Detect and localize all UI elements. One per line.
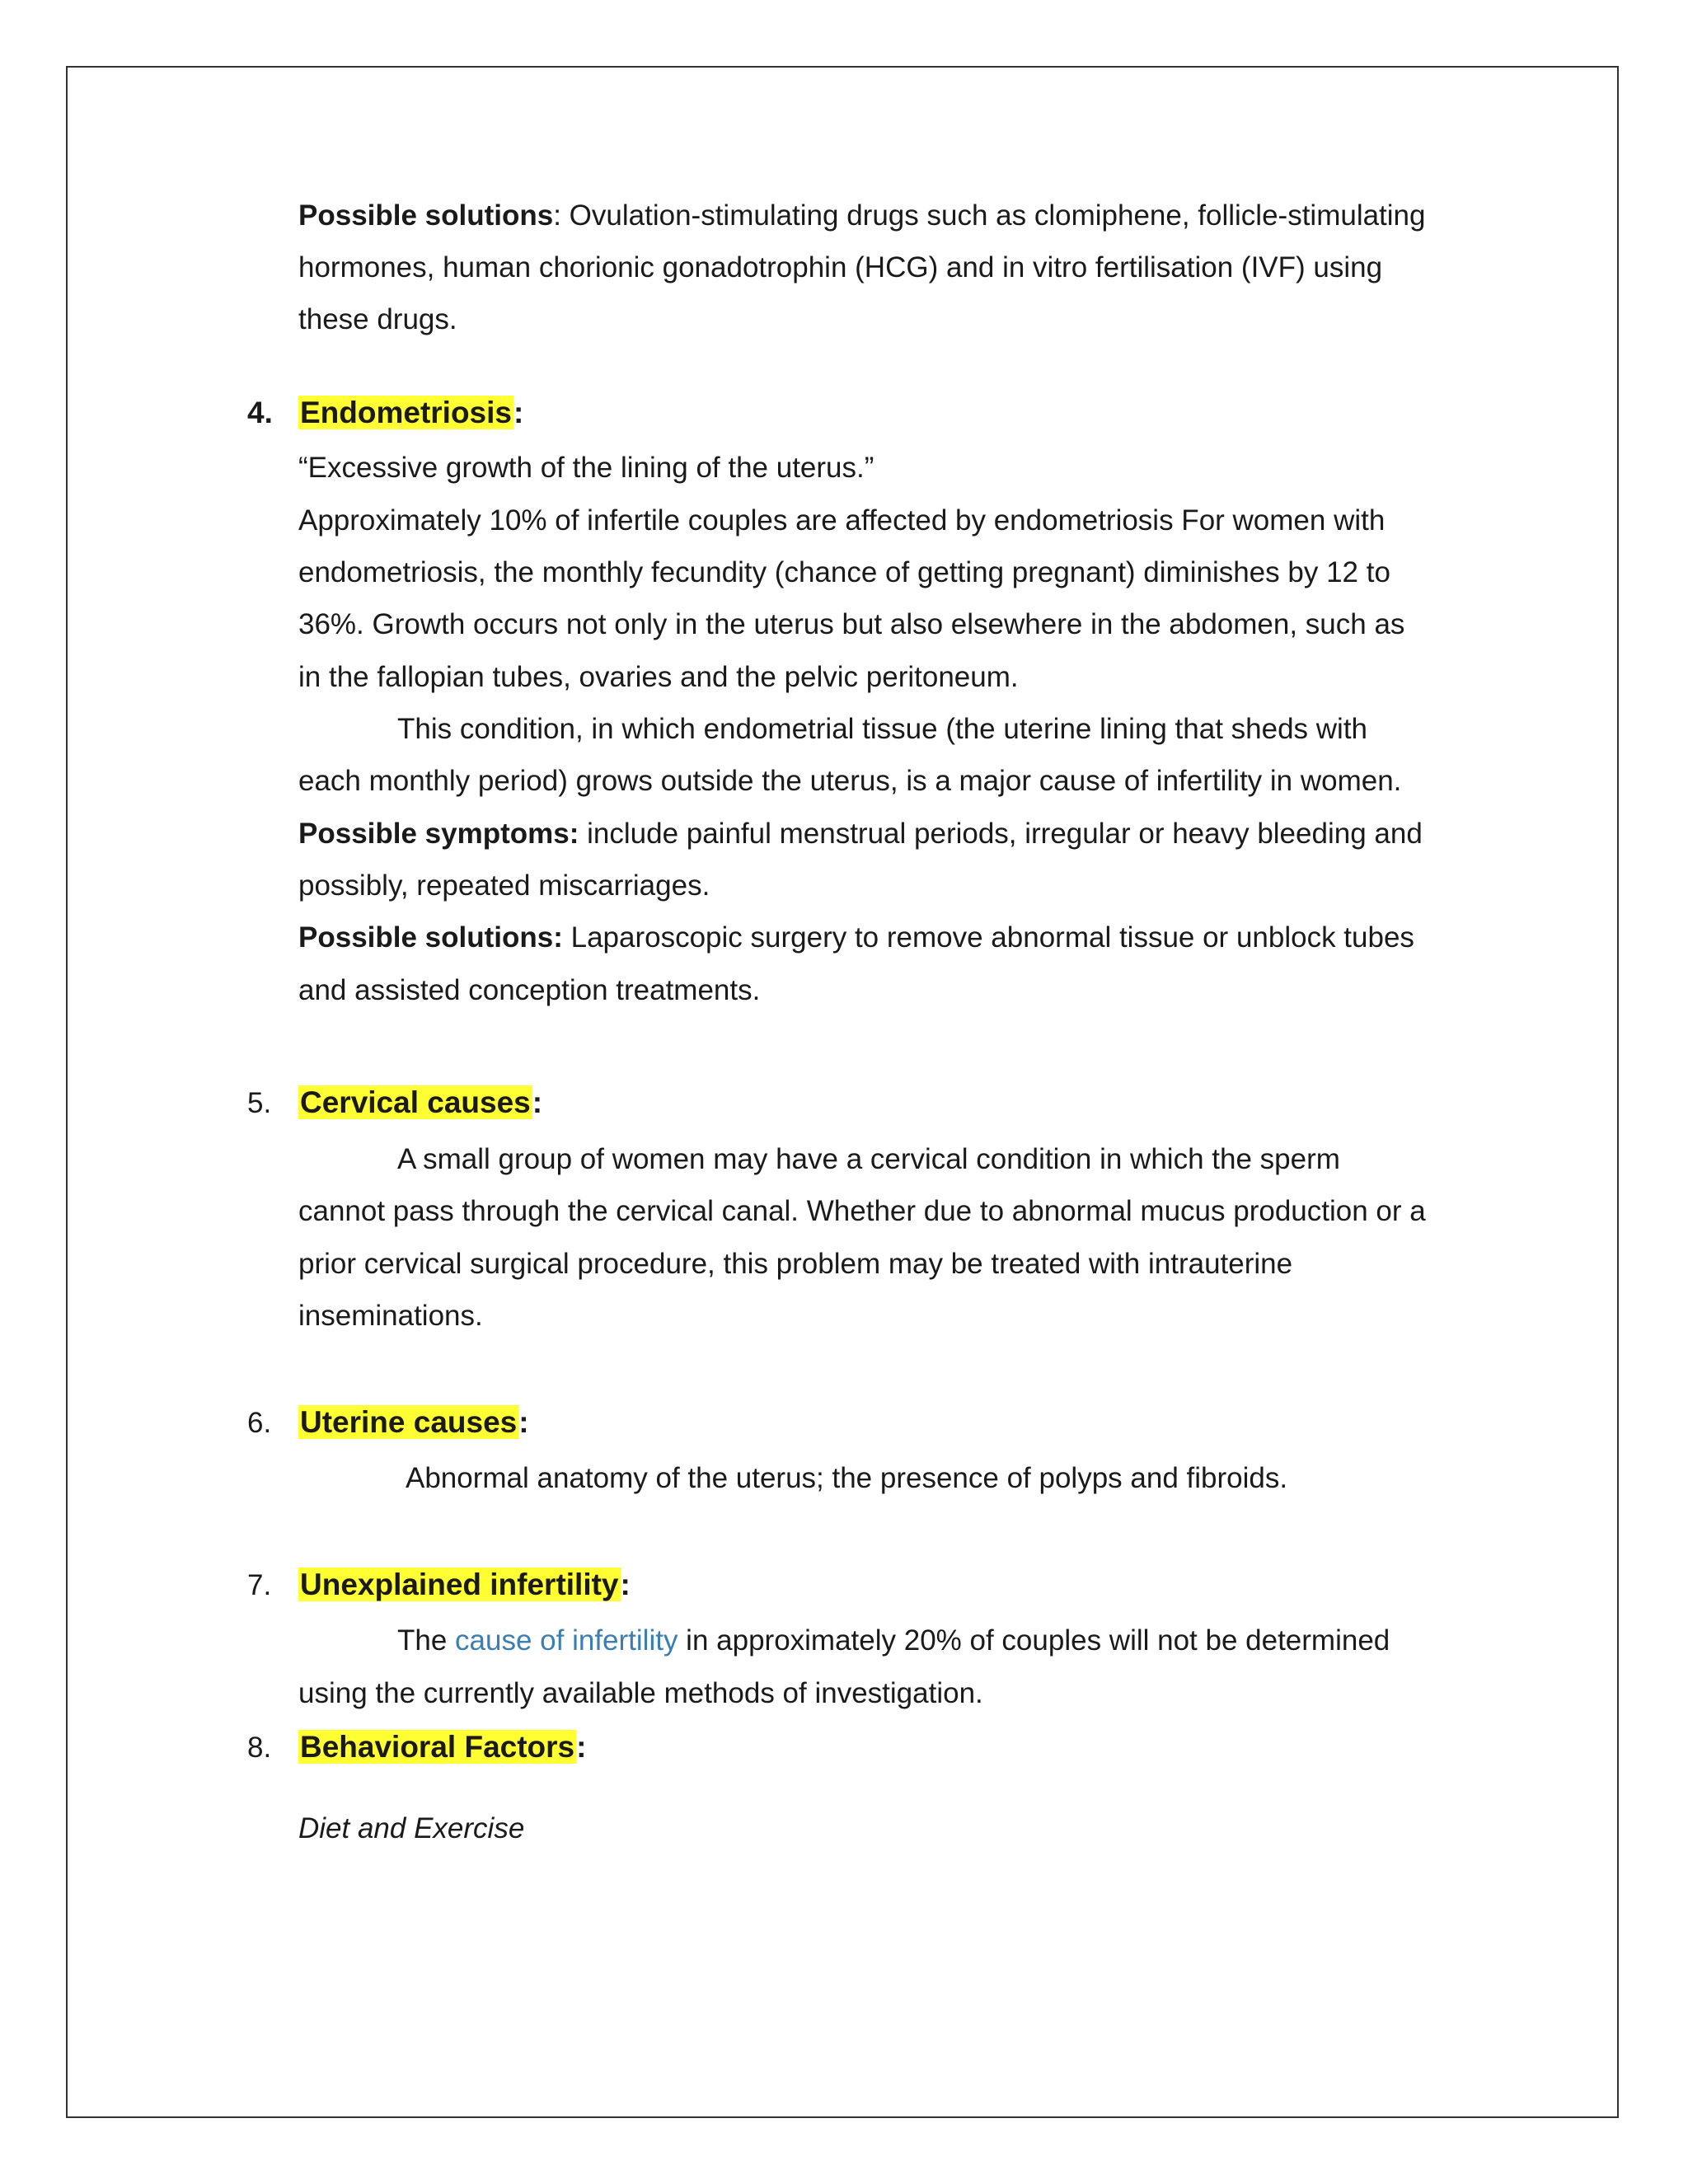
section-5-heading (298, 1085, 542, 1120)
endometriosis-title: Endometriosis (300, 396, 512, 429)
cervical-l4: inseminations. (298, 1300, 483, 1332)
unexplained-title: Unexplained infertility (300, 1568, 619, 1601)
symptoms-label: Possible symptoms: (298, 818, 579, 850)
cervical-title: Cervical causes (300, 1085, 531, 1119)
unexplained-l1-post: in approximately 20% of couples will not be determined (678, 1624, 1390, 1657)
endometriosis-symptoms-l2: possibly, repeated miscarriages. (298, 869, 710, 902)
symptoms-text: include painful menstrual periods, irregular or heavy bleeding and (579, 818, 1423, 850)
diet-and-exercise-subheading: Diet and Exercise (298, 1812, 525, 1844)
section-5-number: 5. (247, 1087, 272, 1119)
endometriosis-p1-l1: Approximately 10% of infertile couples are affected by endometriosis For women with (298, 504, 1386, 537)
endometriosis-p1-l4: in the fallopian tubes, ovaries and the pelvic peritoneum. (298, 661, 1019, 693)
section-7-number: 7. (247, 1569, 272, 1601)
section-7-heading (298, 1568, 631, 1602)
solutions-label: Possible solutions: (298, 921, 563, 954)
unexplained-colon: : (620, 1568, 631, 1601)
cervical-l1: A small group of women may have a cervical condition in which the sperm (397, 1143, 1340, 1175)
section-4-heading (298, 396, 523, 430)
endometriosis-p1-l2: endometriosis, the monthly fecundity (chance of getting pregnant) diminishes by 12 to (298, 556, 1390, 588)
cervical-l2: cannot pass through the cervical canal. Whether due to abnormal mucus production or a (298, 1195, 1426, 1227)
solutions-text: Laparoscopic surgery to remove abnormal tissue or unblock tubes (562, 921, 1414, 954)
top-solutions-label: Possible solutions (298, 199, 554, 232)
top-solutions-line-3: these drugs. (298, 303, 457, 335)
cause-of-infertility-link[interactable]: cause of infertility (455, 1624, 678, 1657)
section-6-number: 6. (247, 1407, 272, 1439)
endometriosis-solutions-l2: and assisted conception treatments. (298, 974, 761, 1006)
endometriosis-p2-l2: each monthly period) grows outside the uterus, is a major cause of infertility in women. (298, 765, 1402, 797)
cervical-l3: prior cervical surgical procedure, this problem may be treated with intrauterine (298, 1248, 1293, 1280)
section-6-heading (298, 1405, 529, 1440)
uterine-l1: Abnormal anatomy of the uterus; the presence of polyps and fibroids. (406, 1462, 1288, 1494)
section-4-number: 4. (247, 396, 273, 429)
unexplained-l2: using the currently available methods of investigation. (298, 1677, 983, 1709)
uterine-colon: : (518, 1405, 529, 1439)
top-solutions-text: : Ovulation-stimulating drugs such as clomiphene, follicle-stimulating (553, 199, 1426, 232)
section-8-number: 8. (247, 1732, 272, 1764)
top-solutions-line-1 (298, 199, 1426, 232)
endometriosis-symptoms-l1 (298, 818, 1423, 851)
unexplained-l1 (397, 1624, 1390, 1657)
cervical-colon: : (532, 1085, 543, 1119)
section-8-heading (298, 1730, 586, 1765)
behavioral-colon: : (576, 1730, 587, 1764)
behavioral-title: Behavioral Factors (300, 1730, 575, 1764)
endometriosis-p2-l1: This condition, in which endometrial tissue (the uterine lining that sheds with (397, 713, 1368, 745)
top-solutions-line-2: hormones, human chorionic gonadotrophin (HCG) and in vitro fertilisation (IVF) using (298, 251, 1383, 284)
unexplained-l1-pre: The (397, 1624, 456, 1657)
uterine-title: Uterine causes (300, 1405, 518, 1439)
endometriosis-colon: : (513, 396, 524, 429)
endometriosis-quote: “Excessive growth of the lining of the uterus.” (298, 452, 874, 484)
endometriosis-solutions-l1 (298, 921, 1414, 954)
endometriosis-p1-l3: 36%. Growth occurs not only in the uterus but also elsewhere in the abdomen, such as (298, 608, 1405, 640)
